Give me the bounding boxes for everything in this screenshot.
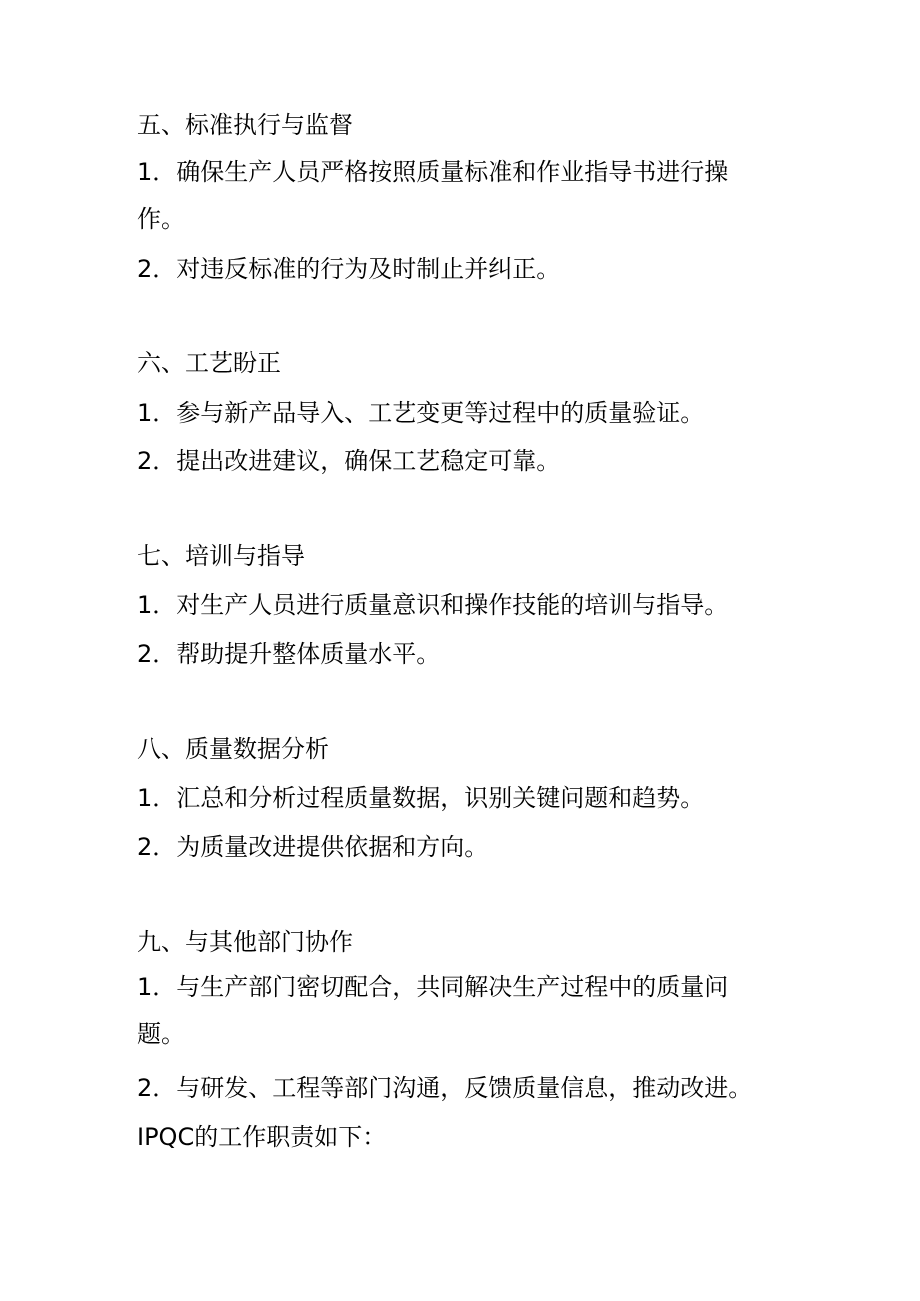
section-item: 1．对生产人员进行质量意识和操作技能的培训与指导。 <box>137 591 729 619</box>
section-heading: 九、与其他部门协作 <box>137 928 353 956</box>
section-item: 2．与研发、工程等部门沟通，反馈质量信息，推动改进。 <box>137 1074 753 1102</box>
section-heading: 五、标准执行与监督 <box>137 111 353 139</box>
section-item: 2．帮助提升整体质量水平。 <box>137 640 441 668</box>
section-item: 2．为质量改进提供依据和方向。 <box>137 833 489 861</box>
section-heading: 七、培训与指导 <box>137 542 305 570</box>
section-item: 1．确保生产人员严格按照质量标准和作业指导书进行操作。 <box>137 158 729 233</box>
section-item: 1．参与新产品导入、工艺变更等过程中的质量验证。 <box>137 399 705 427</box>
section-heading: 六、工艺盼正 <box>137 349 281 377</box>
intro-line: IPQC的工作职责如下： <box>137 1123 387 1151</box>
section-item: 1．汇总和分析过程质量数据，识别关键问题和趋势。 <box>137 784 705 812</box>
section-heading: 八、质量数据分析 <box>137 735 329 763</box>
section-item: 2．对违反标准的行为及时制止并纠正。 <box>137 255 561 283</box>
section-item: 1．与生产部门密切配合，共同解决生产过程中的质量问题。 <box>137 973 729 1048</box>
section-item: 2．提出改进建议，确保工艺稳定可靠。 <box>137 447 561 475</box>
